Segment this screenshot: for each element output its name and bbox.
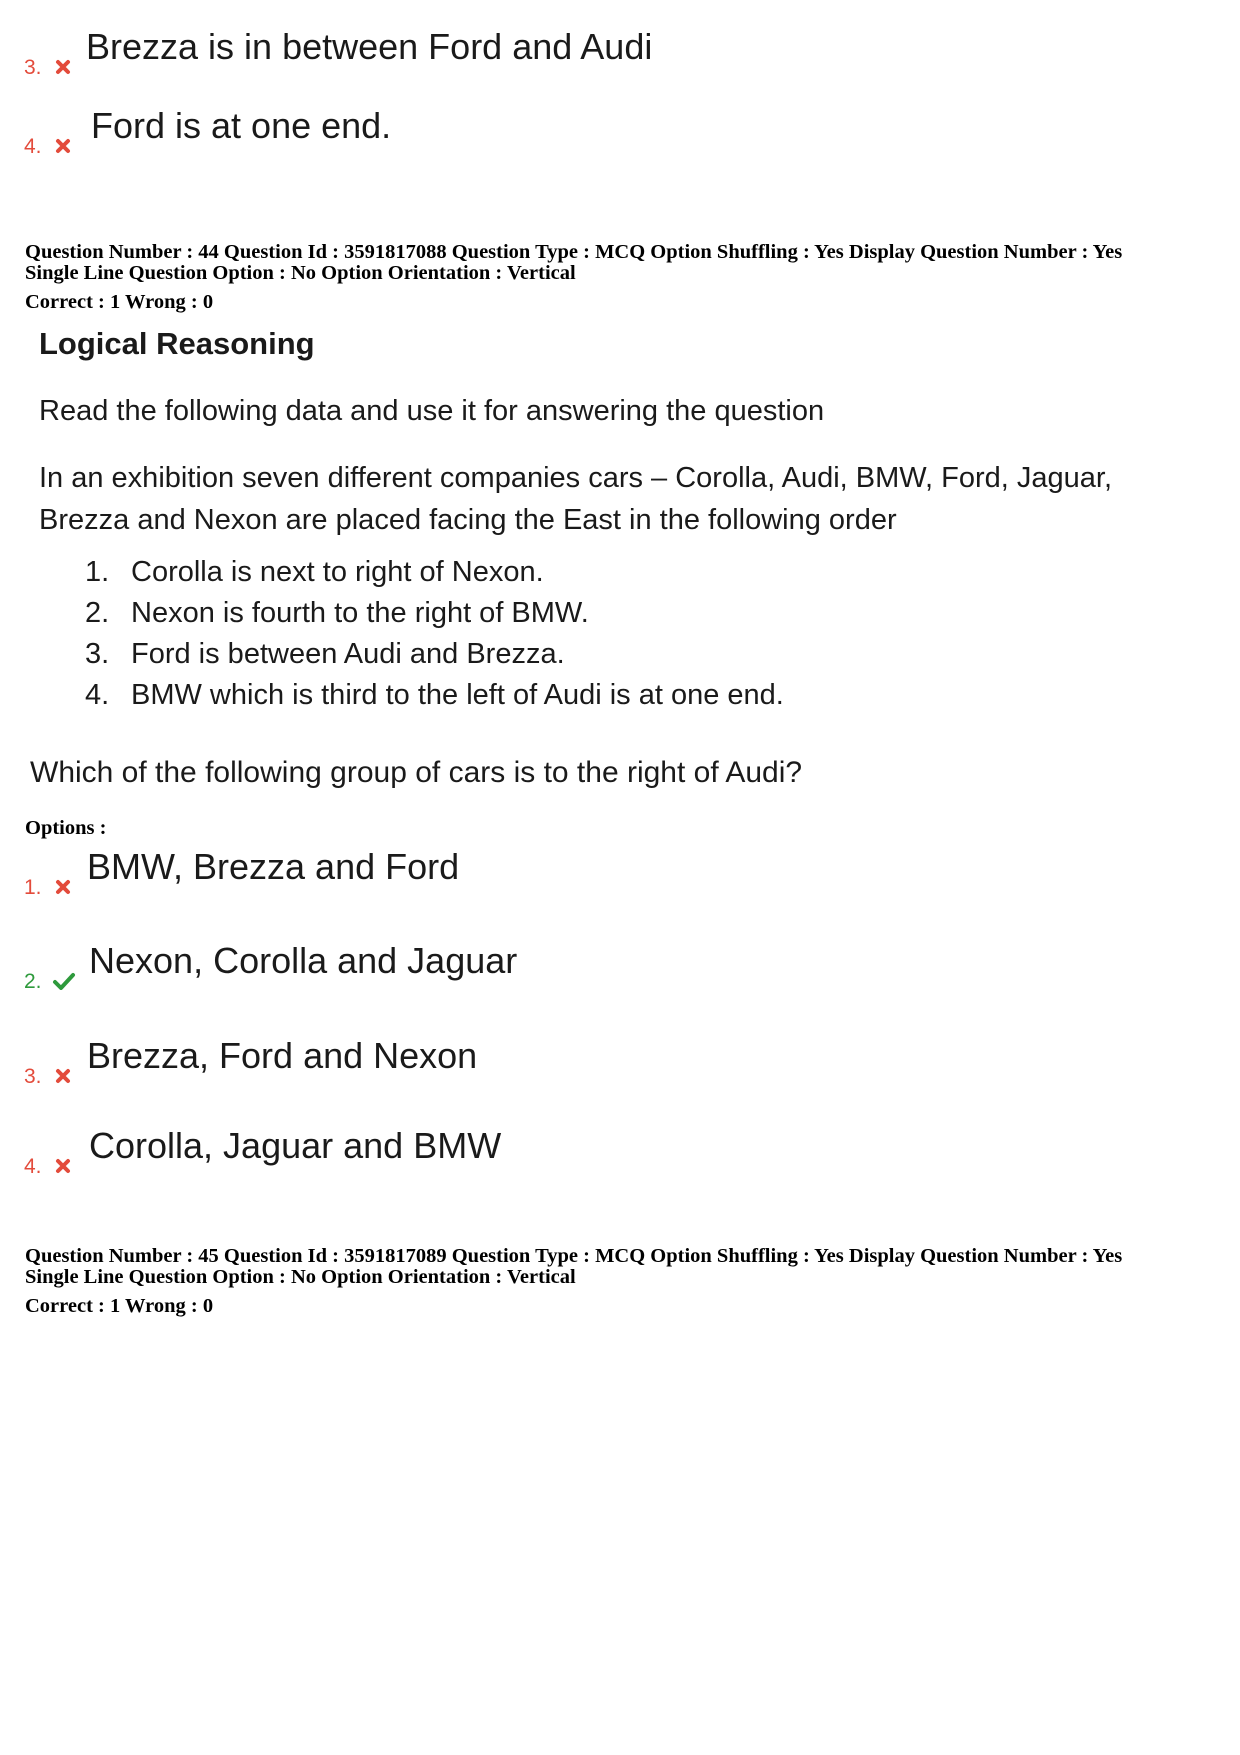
question-text: Which of the following group of cars is to the right of Audi? [30, 756, 803, 789]
option-number: 3. [24, 56, 42, 79]
options-label: Options : [25, 817, 107, 839]
question-intro: Read the following data and use it for answering the question [39, 395, 825, 427]
q45-meta-line2: Single Line Question Option : No Option Orientation : Vertical [25, 1266, 576, 1288]
list-item: 2. Nexon is fourth to the right of BMW. [85, 597, 589, 629]
option-text: BMW, Brezza and Ford [87, 846, 460, 887]
cross-icon [54, 137, 72, 155]
option-number: 2. [24, 970, 42, 993]
option-text: Ford is at one end. [91, 105, 392, 146]
q44-meta-line2: Single Line Question Option : No Option Orientation : Vertical [25, 262, 576, 284]
cross-icon [54, 58, 72, 76]
option-text: Corolla, Jaguar and BMW [89, 1125, 502, 1166]
question-heading: Logical Reasoning [39, 326, 315, 361]
question-paragraph-line1: In an exhibition seven different companies cars – Corolla, Audi, BMW, Ford, Jaguar, [39, 462, 1113, 494]
option-text: Brezza is in between Ford and Audi [86, 26, 653, 67]
question-paragraph-line2: Brezza and Nexon are placed facing the East in the following order [39, 504, 897, 536]
q45-meta-line3: Correct : 1 Wrong : 0 [25, 1295, 214, 1317]
q44-meta-line1: Question Number : 44 Question Id : 3591817088 Question Type : MCQ Option Shuffling : Yes Display Question Number : Yes [25, 241, 1123, 263]
cross-icon [54, 1067, 72, 1085]
check-icon [52, 972, 76, 990]
option-number: 4. [24, 1155, 42, 1178]
option-text: Brezza, Ford and Nexon [87, 1035, 478, 1076]
option-number: 1. [24, 876, 42, 899]
list-item: 1. Corolla is next to right of Nexon. [85, 556, 544, 588]
option-number: 3. [24, 1065, 42, 1088]
q44-meta-line3: Correct : 1 Wrong : 0 [25, 291, 214, 313]
q45-meta-line1: Question Number : 45 Question Id : 3591817089 Question Type : MCQ Option Shuffling : Yes Display Question Number : Yes [25, 1245, 1123, 1267]
cross-icon [54, 1157, 72, 1175]
cross-icon [54, 878, 72, 896]
conditions-list [85, 552, 784, 716]
list-item: 3. Ford is between Audi and Brezza. [85, 638, 565, 670]
option-number: 4. [24, 135, 42, 158]
list-item: 4. BMW which is third to the left of Audi is at one end. [85, 679, 784, 711]
option-text: Nexon, Corolla and Jaguar [89, 940, 518, 981]
